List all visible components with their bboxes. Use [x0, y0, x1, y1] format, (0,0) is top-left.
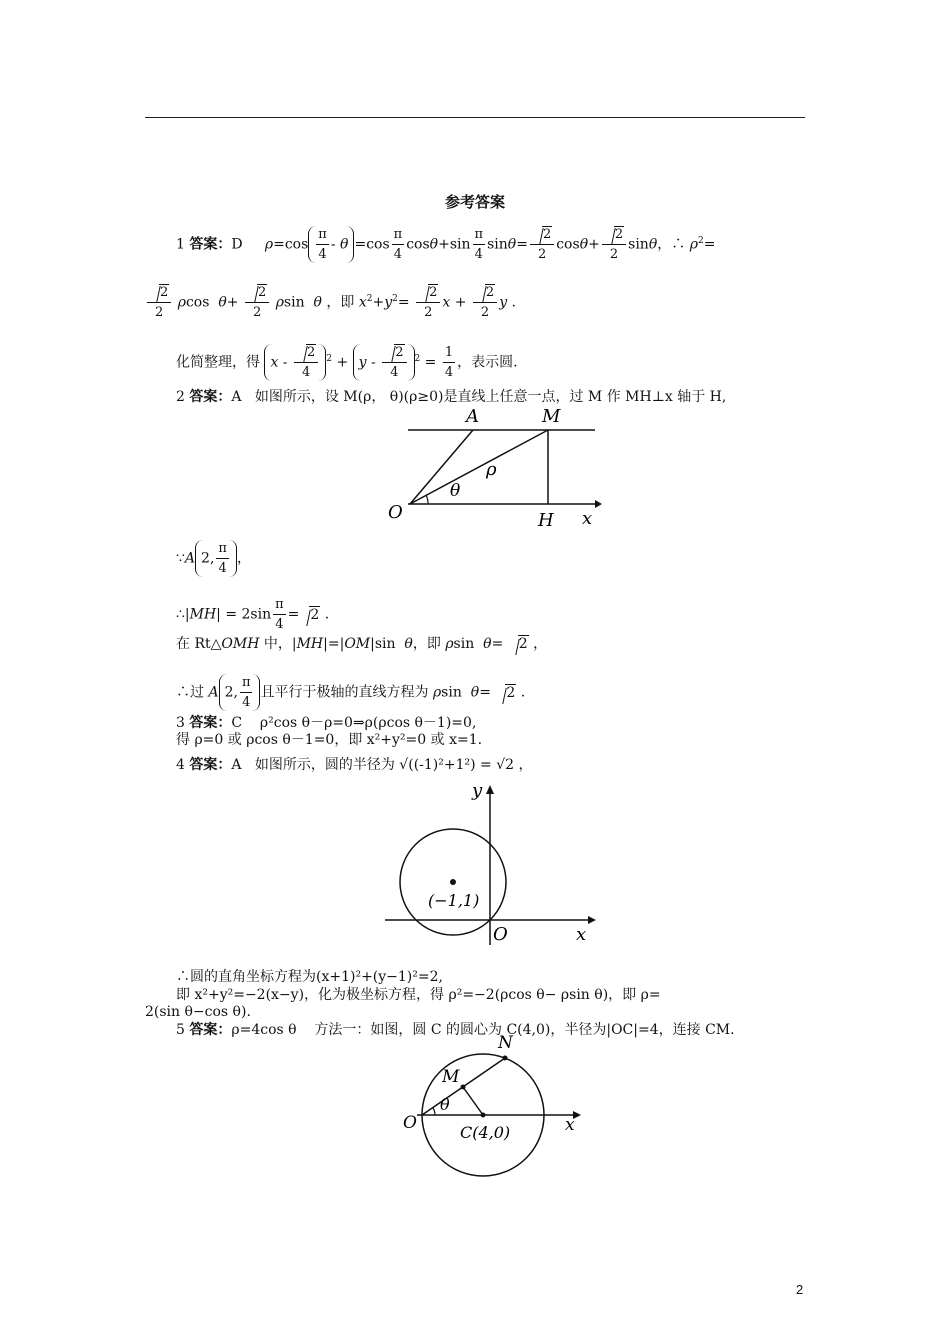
fig2-label-O: O	[388, 502, 403, 523]
fig5-label-C: C(4,0)	[460, 1123, 511, 1142]
figure-line-parallel-polar-axis	[380, 400, 610, 535]
answer-2-line-2: ∵A 2, $\frac{\pi}{4}$ ，	[176, 541, 251, 576]
answer-2-line-4: 在 Rt△OMH 中，|MH|=|OM|sin θ，即 ρsin θ= 2 ，	[176, 636, 548, 652]
fig5-label-O: O	[403, 1113, 417, 1133]
fig4-label-x: x	[576, 924, 587, 945]
answer-3-line-2: 得 ρ=0 或 ρcos θ－1=0，即 x²+y²=0 或 x=1.	[176, 732, 483, 748]
answer-1-line-1: 1 答案：D ρ=cos $\frac{\pi}{4}$ - θ =cos $\frac{\pi}{4}$ cosθ+sin $\frac{\pi}{4}$ sinθ= $\frac{2}{2}$ cosθ+ $\frac{2}{2}$ sinθ，∴ $\rho^2=$	[176, 227, 716, 262]
fig2-label-M: M	[542, 406, 561, 427]
fig2-label-theta: θ	[450, 481, 461, 501]
fig2-label-x: x	[582, 508, 593, 529]
page-number: 2	[796, 1282, 804, 1297]
answer-4-line-3: 即 x²+y²=−2(x−y)，化为极坐标方程，得 ρ²=−2(ρcos θ− ρsin θ)，即 ρ=	[176, 987, 661, 1003]
fig4-label-point: (−1,1)	[428, 891, 480, 910]
answer-3-line-1: 3 答案：C ρ²cos θ－ρ=0⇒ρ(ρcos θ－1)=0,	[176, 715, 477, 731]
answer-2-line-5: ∴过 A 2, $\frac{\pi}{4}$ 且平行于极轴的直线方程为 ρsin θ= 2 .	[176, 675, 526, 710]
fig5-label-x: x	[565, 1115, 575, 1135]
fig2-label-H: H	[538, 510, 554, 531]
section-title: 参考答案	[444, 193, 505, 211]
answer-5-line-1: 5 答案：ρ=4cos θ 方法一：如图，圆 C 的圆心为 C(4,0)，半径为|OC|=4，连接 CM.	[176, 1022, 735, 1038]
fig4-label-y: y	[472, 780, 483, 801]
answer-4-line-4: 2(sin θ−cos θ).	[145, 1004, 251, 1020]
fig4-label-O: O	[493, 924, 508, 945]
figure-circle-center-neg1-1	[380, 780, 600, 950]
header-rule	[145, 117, 805, 118]
answer-2-line-1: 2 答案：A 如图所示，设 M(ρ， θ)(ρ≥0)是直线上任意一点，过 M 作 MH⊥x 轴于 H,	[176, 389, 727, 405]
answer-4-line-2: ∴圆的直角坐标方程为(x+1)²+(y−1)²=2,	[176, 969, 443, 985]
fig5-label-theta: θ	[440, 1095, 450, 1114]
figure-circle-center-c	[395, 1030, 595, 1185]
fig5-label-N: N	[498, 1033, 513, 1053]
fig2-label-rho: ρ	[486, 459, 497, 480]
fig2-label-A: A	[466, 406, 479, 427]
answer-1-line-3: 化简整理，得 x - $\frac{2}{4}$ $^2$ + y - $\frac{2}{4}$ $^2$ = $\frac{1}{4}$ ，表示圆.	[176, 345, 518, 380]
answer-4-line-1: 4 答案：A 如图所示，圆的半径为 √((-1)²+1²) = √2 ，	[176, 757, 533, 773]
answer-2-line-3: ∴|MH| = 2sin $\frac{\pi}{4}$ = 2 .	[176, 597, 330, 632]
answer-1-line-2: $\frac{2}{2}$ ρcos θ+ $\frac{2}{2}$ ρsin θ ，即 $x^2+y^2=$ $\frac{2}{2}$ x + $\frac{2}{2}$ y .	[145, 284, 516, 321]
fig5-label-M: M	[442, 1067, 460, 1087]
